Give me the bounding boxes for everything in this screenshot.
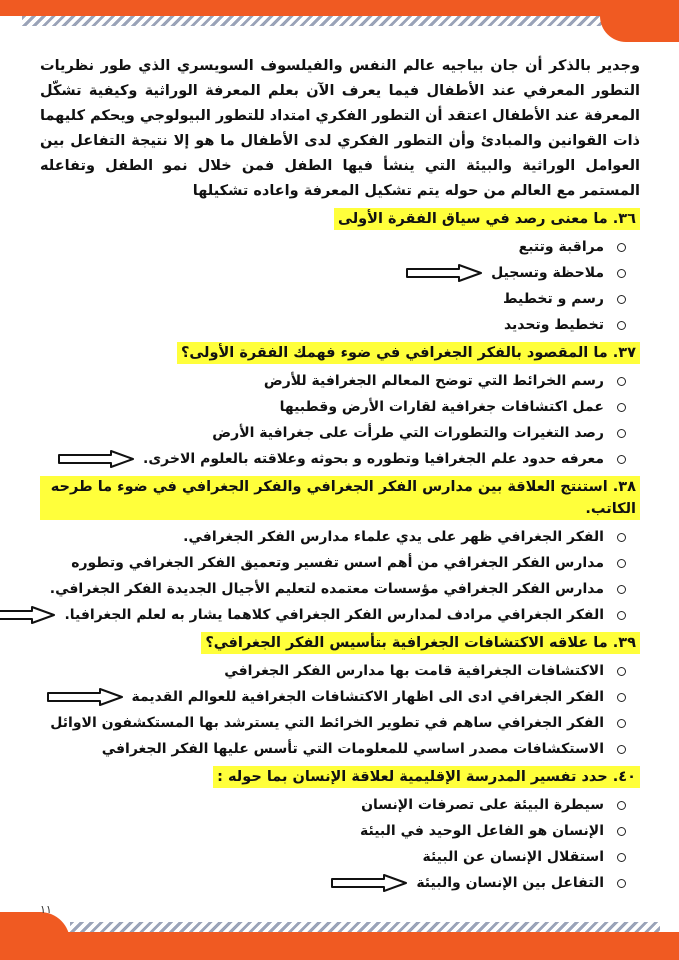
answer-option[interactable] bbox=[40, 368, 626, 394]
option-text: الفكر الجغرافي مرادف لمدارس الفكر الجغرافي كلاهما يشار به لعلم الجغرافيا. bbox=[64, 607, 604, 623]
option-text: التفاعل بين الإنسان والبيئة bbox=[416, 875, 604, 891]
answer-arrow-icon bbox=[405, 264, 483, 282]
answer-option[interactable] bbox=[40, 870, 626, 896]
answer-arrow-icon bbox=[46, 688, 124, 706]
options-list bbox=[40, 368, 640, 472]
top-stripe-decoration bbox=[22, 16, 652, 26]
option-text: مدارس الفكر الجغرافي من أهم اسس تفسير وتعميق الفكر الجغرافي وتطوره bbox=[71, 555, 604, 571]
answer-option[interactable] bbox=[40, 844, 626, 870]
answer-option[interactable] bbox=[40, 684, 626, 710]
radio-circle-icon[interactable] bbox=[617, 585, 626, 594]
bottom-border bbox=[0, 932, 679, 960]
radio-circle-icon[interactable] bbox=[617, 559, 626, 568]
option-text: معرفه حدود علم الجغرافيا وتطوره و بحوثه وعلاقته بالعلوم الاخرى. bbox=[143, 451, 604, 467]
option-text: استقلال الإنسان عن البيئة bbox=[422, 849, 604, 865]
page-content bbox=[40, 54, 640, 896]
radio-circle-icon[interactable] bbox=[617, 801, 626, 810]
bottom-corner-decoration bbox=[0, 912, 70, 960]
bottom-stripe-decoration bbox=[70, 922, 660, 932]
question-block bbox=[40, 630, 640, 762]
radio-circle-icon[interactable] bbox=[617, 667, 626, 676]
answer-option[interactable] bbox=[40, 312, 626, 338]
question-title: ٣٧. ما المقصود بالفكر الجغرافي في ضوء فهمك الفقرة الأولى؟ bbox=[177, 342, 640, 364]
answer-option[interactable] bbox=[40, 792, 626, 818]
radio-circle-icon[interactable] bbox=[617, 827, 626, 836]
answer-option[interactable] bbox=[40, 260, 626, 286]
radio-circle-icon[interactable] bbox=[617, 243, 626, 252]
option-text: تخطيط وتحديد bbox=[503, 317, 604, 333]
answer-option[interactable] bbox=[40, 420, 626, 446]
answer-option[interactable] bbox=[40, 736, 626, 762]
option-text: الفكر الجغرافي ساهم في تطوير الخرائط التي يسترشد بها المستكشفون الاوائل bbox=[50, 715, 604, 731]
question-block bbox=[40, 764, 640, 896]
top-corner-decoration bbox=[600, 16, 679, 42]
option-text: عمل اكتشافات جغرافية لقارات الأرض وقطبيها bbox=[279, 399, 604, 415]
radio-circle-icon[interactable] bbox=[617, 611, 626, 620]
option-text: الفكر الجغرافي ادى الى اظهار الاكتشافات الجغرافية للعوالم القديمة bbox=[131, 689, 604, 705]
radio-circle-icon[interactable] bbox=[617, 693, 626, 702]
option-text: رصد التغيرات والتطورات التي طرأت على جغرافية الأرض bbox=[212, 425, 604, 441]
options-list bbox=[40, 524, 640, 628]
radio-circle-icon[interactable] bbox=[617, 853, 626, 862]
answer-option[interactable] bbox=[40, 286, 626, 312]
radio-circle-icon[interactable] bbox=[617, 403, 626, 412]
radio-circle-icon[interactable] bbox=[617, 269, 626, 278]
answer-option[interactable] bbox=[40, 658, 626, 684]
radio-circle-icon[interactable] bbox=[617, 533, 626, 542]
question-title: ٤٠. حدد تفسير المدرسة الإقليمية لعلاقة الإنسان بما حوله : bbox=[213, 766, 640, 788]
answer-option[interactable] bbox=[40, 394, 626, 420]
answer-option[interactable] bbox=[40, 576, 626, 602]
radio-circle-icon[interactable] bbox=[617, 455, 626, 464]
option-text: رسم الخرائط التي توضح المعالم الجغرافية للأرض bbox=[263, 373, 604, 389]
answer-option[interactable] bbox=[40, 524, 626, 550]
radio-circle-icon[interactable] bbox=[617, 429, 626, 438]
options-list bbox=[40, 792, 640, 896]
question-title: ٣٦. ما معنى رصد في سياق الفقرة الأولى bbox=[334, 208, 640, 230]
question-block bbox=[40, 474, 640, 628]
options-list bbox=[40, 658, 640, 762]
question-title: ٣٩. ما علاقه الاكتشافات الجغرافية بتأسيس الفكر الجغرافي؟ bbox=[201, 632, 640, 654]
option-text: الاكتشافات الجغرافية قامت بها مدارس الفكر الجغرافي bbox=[224, 663, 604, 679]
answer-option[interactable] bbox=[40, 234, 626, 260]
radio-circle-icon[interactable] bbox=[617, 719, 626, 728]
option-text: ملاحظة وتسجيل bbox=[491, 265, 604, 281]
radio-circle-icon[interactable] bbox=[617, 321, 626, 330]
option-text: سيطرة البيئة على تصرفات الإنسان bbox=[361, 797, 604, 813]
answer-option[interactable] bbox=[40, 446, 626, 472]
radio-circle-icon[interactable] bbox=[617, 745, 626, 754]
option-text: رسم و تخطيط bbox=[503, 291, 604, 307]
option-text: مراقبة وتتبع bbox=[518, 239, 604, 255]
questions-list bbox=[40, 206, 640, 896]
answer-arrow-icon bbox=[57, 450, 135, 468]
answer-option[interactable] bbox=[40, 602, 626, 628]
option-text: الاستكشافات مصدر اساسي للمعلومات التي تأسس عليها الفكر الجغرافي bbox=[101, 741, 604, 757]
intro-paragraph: وجدير بالذكر أن جان بياجيه عالم النفس والفيلسوف السويسري الذي طور نظريات التطور المعرفي عند الأطفال فيما يعرف الآن بعلم المعرفة الوراثية وكيفية تشكّل المعرفة عند الأطفال اعتقد أن التطور الفكري امتداد للتطور البيولوجي ويحكم كليهما ذات القوانين والمبادئ وأن التطور الفكري لدى الأطفال ما هو إلا نتيجة التفاعل بين العوامل الوراثية والبيئة التي ينشأ فيها الطفل فمن خلال نمو الطفل وتفاعله المستمر مع العالم من حوله يتم تشكيل المعرفة واعاده تشكيلها bbox=[40, 58, 640, 199]
page-number: ١١ bbox=[40, 903, 52, 916]
radio-circle-icon[interactable] bbox=[617, 879, 626, 888]
answer-option[interactable] bbox=[40, 818, 626, 844]
option-text: الفكر الجغرافي ظهر على يدي علماء مدارس الفكر الجغرافي. bbox=[183, 529, 604, 545]
radio-circle-icon[interactable] bbox=[617, 377, 626, 386]
options-list bbox=[40, 234, 640, 338]
question-title: ٣٨. استنتج العلاقة بين مدارس الفكر الجغرافي والفكر الجغرافي في ضوء ما طرحه الكاتب. bbox=[40, 476, 640, 520]
answer-arrow-icon bbox=[0, 606, 56, 624]
radio-circle-icon[interactable] bbox=[617, 295, 626, 304]
answer-arrow-icon bbox=[330, 874, 408, 892]
question-block bbox=[40, 206, 640, 338]
option-text: مدارس الفكر الجغرافي مؤسسات معتمده لتعليم الأجيال الجديدة الفكر الجغرافي. bbox=[49, 581, 604, 597]
top-border bbox=[0, 0, 679, 16]
answer-option[interactable] bbox=[40, 550, 626, 576]
answer-option[interactable] bbox=[40, 710, 626, 736]
question-block bbox=[40, 340, 640, 472]
option-text: الإنسان هو الفاعل الوحيد في البيئة bbox=[360, 823, 604, 839]
